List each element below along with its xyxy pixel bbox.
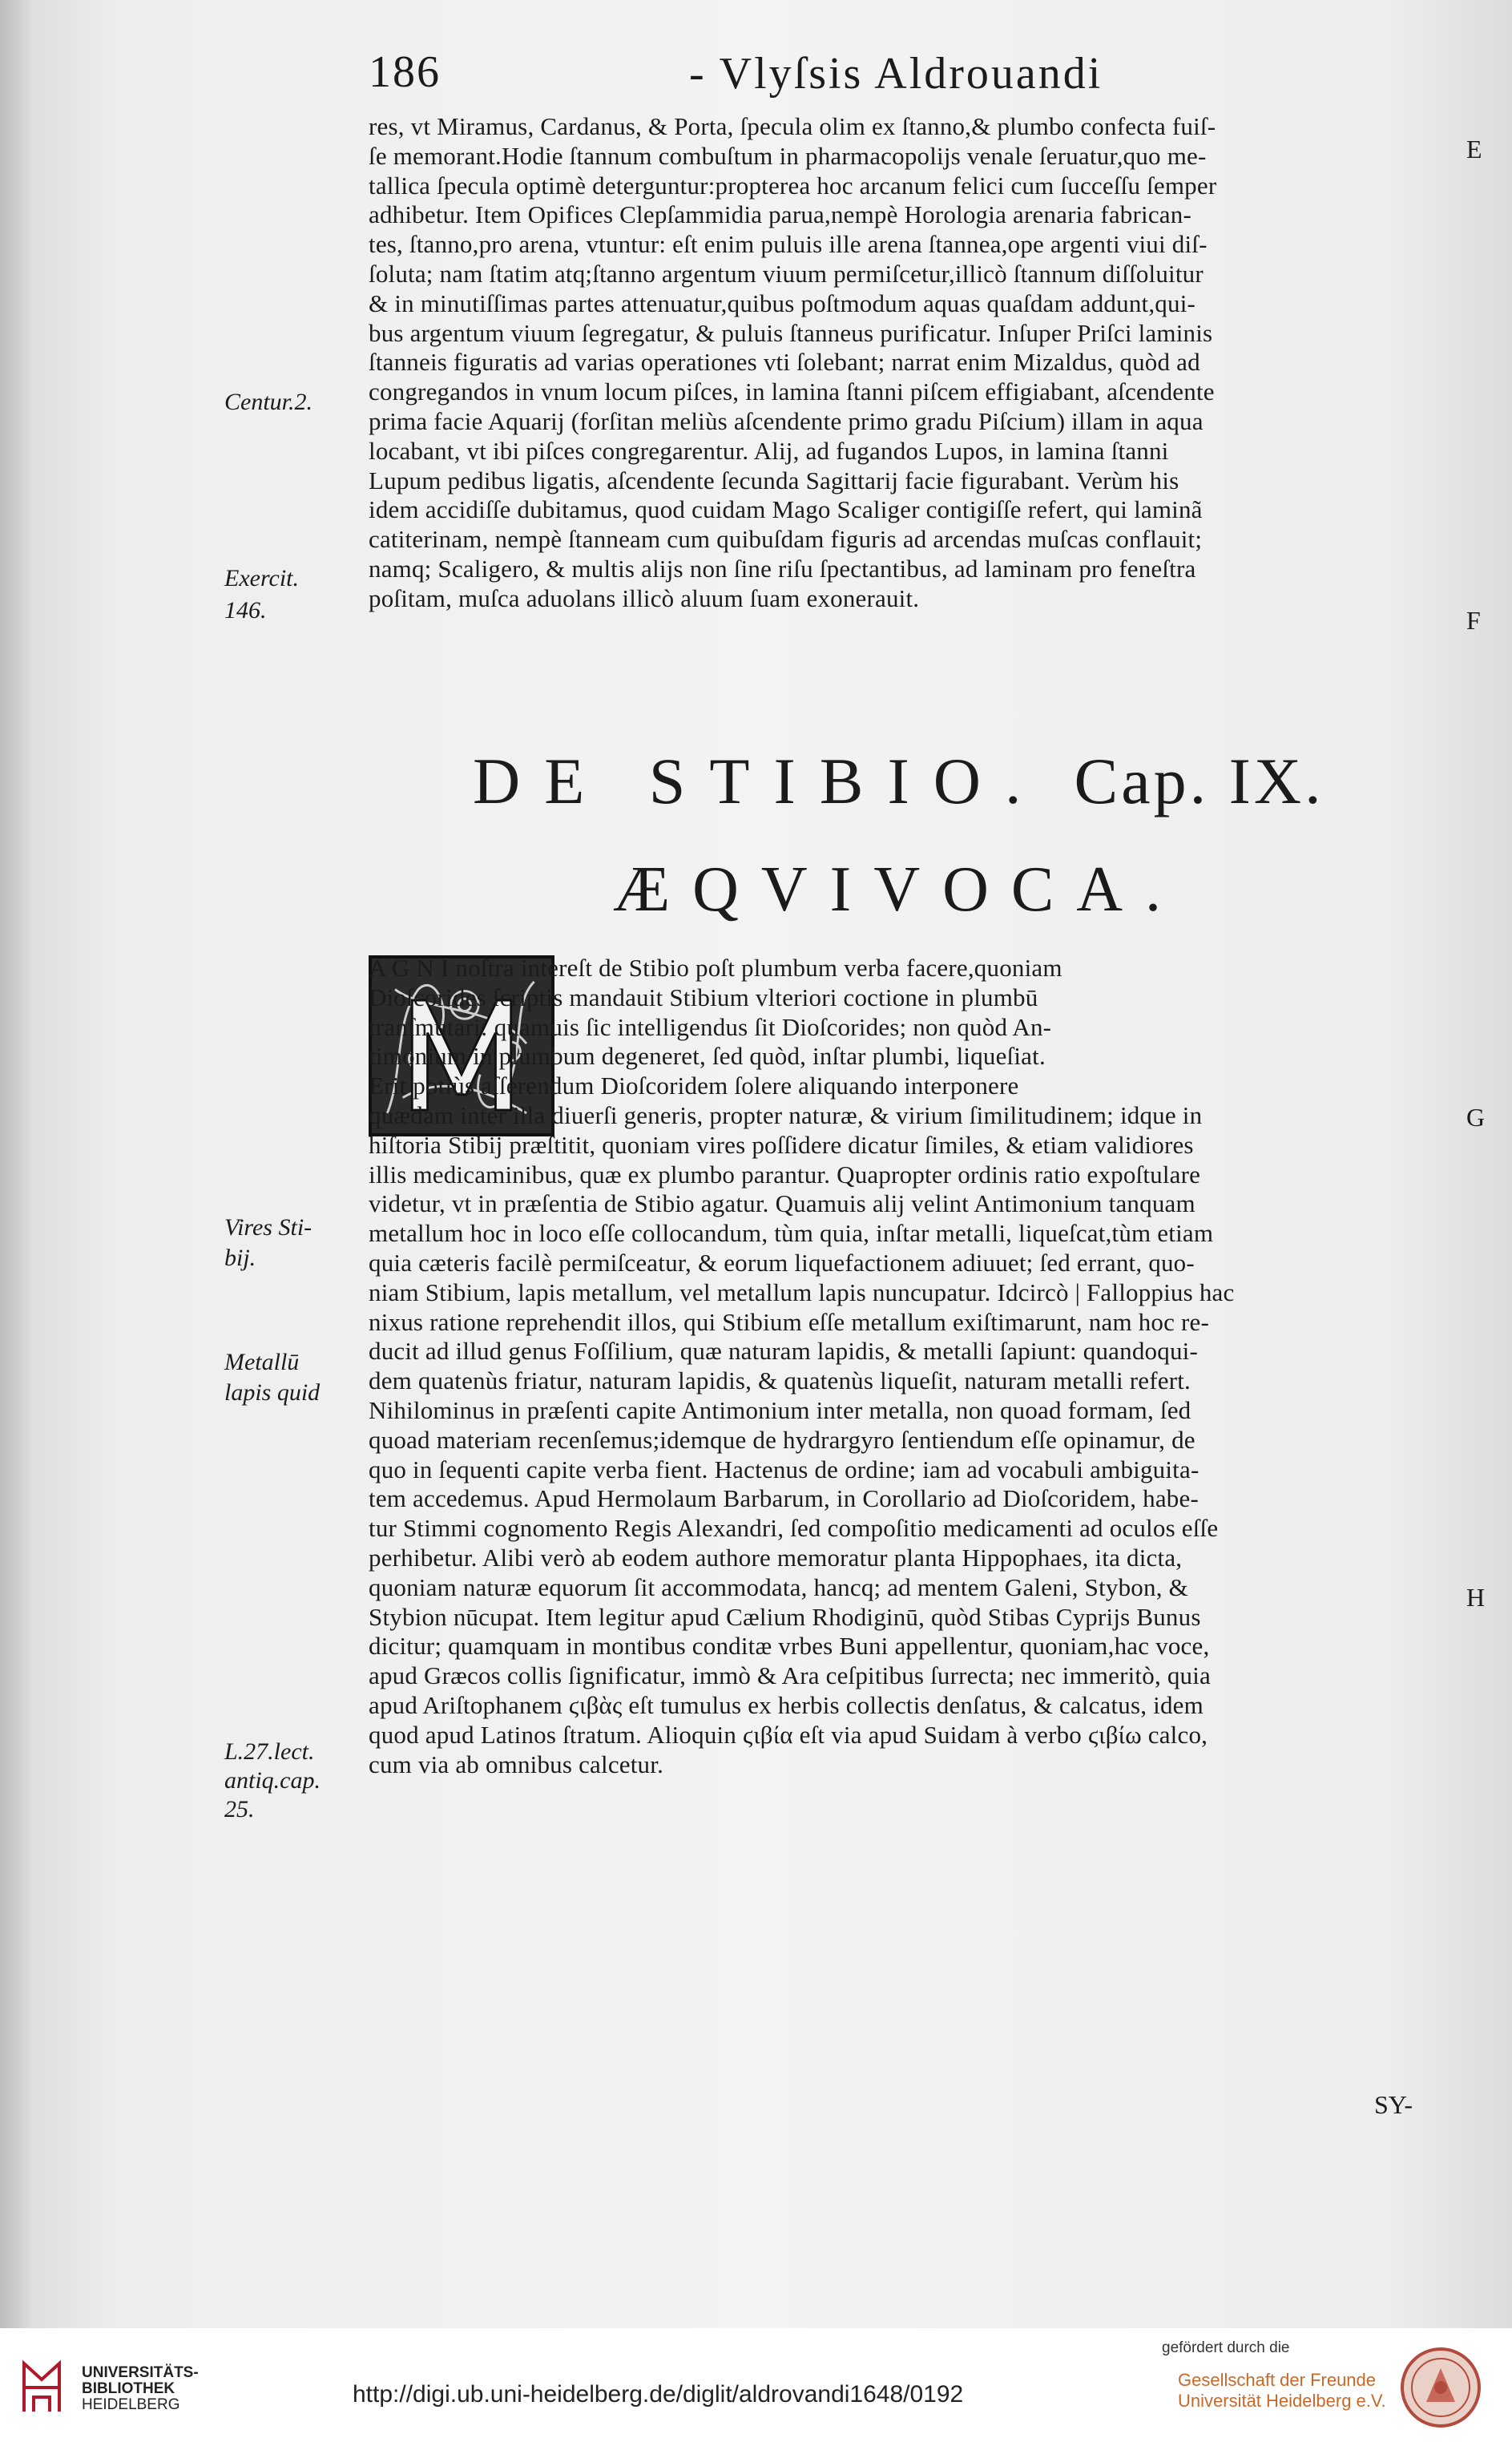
text-line: tur Stimmi cognomento Regis Alexandri, ſed compoſitio medicamenti ad oculos eſſe [369, 1514, 1219, 1543]
text-line: ſoluta; nam ſtatim atq;ſtanno argentum viuum permiſcetur,illicò ſtannum diſſoluitur [369, 259, 1204, 288]
text-line: A G N I noſtra intereſt de Stibio poſt plumbum verba facere,quoniam [369, 954, 1062, 982]
text-line: quod apud Latinos ſtratum. Alioquin ϛιβία eſt via apud Suidam à verbo ϛιβίω calco, [369, 1720, 1208, 1749]
text-line: catiterinam, nempè ſtanneam cum quibuſdam figuris ad arcendas muſcas conflauit; [369, 525, 1203, 554]
library-name-line3: HEIDELBERG [82, 2396, 180, 2413]
text-line: Nihilominus in præſenti capite Antimonium inter metalla, non quoad formam, ſed [369, 1395, 1191, 1424]
text-line: namq; Scaligero, & multis alijs non ſine riſu ſpectantibus, ad laminam pro feneſtra [369, 554, 1196, 583]
text-line: Stybion nūcupat. Item legitur apud Cælium Rhodiginū, quòd Stibas Cyprijs Bunus [369, 1602, 1201, 1631]
text-line: quoniam naturæ equorum ſit accommodata, hancq; ad mentem Galeni, Stybon, & [369, 1572, 1188, 1601]
text-line: Lupum pedibus ligatis, aſcendente ſecunda Sagittarij facie figurabant. Verùm his [369, 466, 1179, 494]
sponsor-name-line2: Universität Heidelberg e.V. [1178, 2391, 1386, 2411]
university-library-logo-icon[interactable] [18, 2355, 67, 2416]
text-line: ſe memorant.Hodie ſtannum combuſtum in pharmacopolijs venale ſeruatur,quo me- [369, 141, 1207, 170]
margin-note: Metallū [224, 1349, 300, 1375]
text-line: adhibetur. Item Opifices Clepſammidia parua,nempè Horologia arenaria fabrican- [369, 200, 1191, 229]
margin-note: 146. [224, 597, 267, 624]
text-line: congregandos in vnum locum piſces, in lamina ſtanni piſcem effigiabant, aſcendente [369, 377, 1215, 406]
chapter-number: Cap. IX. [1074, 745, 1325, 817]
text-line: tallica ſpecula optimè deterguntur:propterea hoc arcanum felici cum ſucceſſu ſemper [369, 171, 1217, 200]
sponsor-caption: gefördert durch die [1162, 2339, 1290, 2356]
library-name-line2: BIBLIOTHEK [82, 2380, 175, 2397]
text-line: metallum hoc in loco eſſe collocandum, tùm quia, inſtar metalli, liqueſcat,tùm etiam [369, 1219, 1214, 1248]
text-line: ducit ad illud genus Foſſilium, quæ naturam lapidis, & metalli ſapiunt: quandoqui- [369, 1337, 1198, 1366]
section-letter: E [1466, 135, 1482, 163]
text-line: tem accedemus. Apud Hermolaum Barbarum, in Corollario ad Dioſcoridem, habe- [369, 1484, 1199, 1513]
library-name-line1: UNIVERSITÄTS- [82, 2364, 199, 2381]
margin-note: bij. [224, 1245, 256, 1271]
text-line: prima facie Aquarij (forſitan meliùs aſcendente primo gradu Piſcium) illam in aqua [369, 406, 1204, 435]
margin-note: antiq.cap. [224, 1767, 321, 1794]
text-line: apud Ariſtophanem ϛιβὰς eſt tumulus ex herbis collectis denſatus, & calcatus, idem [369, 1690, 1204, 1719]
margin-note: Vires Sti- [224, 1214, 312, 1241]
text-line: apud Græcos collis ſignificatur, immò & Ara ceſpitibus ſurrecta; nec immeritò, quia [369, 1661, 1212, 1690]
text-line: cum via ab omnibus calcetur. [369, 1750, 664, 1778]
section-letter: G [1466, 1103, 1486, 1132]
margin-note: 25. [224, 1796, 255, 1822]
text-line: dicitur; quamquam in montibus conditæ vrbes Buni appellentur, quoniam,hac voce, [369, 1632, 1210, 1661]
section-heading: ÆQVIVOCA. [613, 854, 1183, 925]
text-line: hiſtoria Stibij præſtitit, quoniam vires poſſidere dicatur ſimiles, & etiam validiores [369, 1130, 1194, 1159]
text-line: dem quatenùs friatur, naturam lapidis, & quatenùs liqueſit, naturam metalli refert. [369, 1366, 1191, 1395]
text-line: tes, ſtanno,pro arena, vtuntur: eſt enim puluis ille arena ſtannea,ope argenti viui diſ- [369, 230, 1208, 259]
margin-note: lapis quid [224, 1379, 321, 1406]
text-line: videtur, vt in præſentia de Stibio agatur. Quamuis alij velint Antimonium tanquam [369, 1189, 1195, 1218]
gutter-shadow [0, 0, 32, 2328]
section-letter: F [1466, 606, 1481, 635]
text-line: Dioſcorides ſcriptis mandauit Stibium vlteriori coctione in plumbū [369, 983, 1038, 1011]
library-name[interactable] [82, 2365, 199, 2413]
text-line: Erit potiùs aſſerendum Dioſcoridem ſolere aliquando interponere [369, 1072, 1019, 1100]
sponsor-name-line1: Gesellschaft der Freunde [1178, 2370, 1377, 2390]
text-block-stibium [369, 954, 1458, 1779]
section-letter: H [1466, 1583, 1486, 1612]
running-title: - Vlyſsis Aldrouandi [689, 49, 1103, 99]
text-line: bus argentum viuum ſegregatur, & puluis ſtanneus purificatur. Inſuper Priſci laminis [369, 318, 1213, 347]
running-head [353, 46, 1170, 111]
page-number: 186 [369, 47, 441, 97]
margin-note: Exercit. [224, 565, 300, 591]
text-line: locabant, vt ibi piſces congregarentur. Alij, ad fugandos Lupos, in lamina ſtanni [369, 436, 1169, 465]
catchword: SY- [1374, 2090, 1413, 2119]
text-line: & in minutiſſimas partes attenuatur,quibus poſtmodum aquas quaſdam addunt,qui- [369, 289, 1196, 317]
text-line: quo in ſequenti capite verba fient. Hactenus de ordine; iam ad vocabuli ambiguita- [369, 1455, 1200, 1483]
permalink-url[interactable]: http://digi.ub.uni-heidelberg.de/diglit/aldrovandi1648/0192 [353, 2381, 964, 2408]
sponsor-link[interactable] [1178, 2370, 1386, 2412]
text-line: quædam inter illa diuerſi generis, propter naturæ, & virium ſimilitudinem; idque in [369, 1100, 1203, 1129]
chapter-title: DE STIBIO. [473, 745, 1046, 817]
margin-note: Centur.2. [224, 389, 313, 415]
text-line: illis medicaminibus, quæ ex plumbo parantur. Quapropter ordinis ratio expoſtulare [369, 1160, 1201, 1189]
viewer-footer [0, 2328, 1512, 2442]
text-line: poſitam, muſca aduolans illicò aluum ſuam exonerauit. [369, 583, 920, 612]
margin-note: L.27.lect. [224, 1738, 315, 1765]
text-line: niam Stibium, lapis metallum, vel metallum lapis nuncupatur. Idcircò | Falloppius hac [369, 1278, 1235, 1306]
text-line: quia cæteris facilè permiſceatur, & eorum liquefactionem adiuuet; ſed errant, quo- [369, 1248, 1195, 1277]
chapter-heading [473, 744, 1434, 819]
text-line: idem accidiſſe dubitamus, quod cuidam Mago Scaliger contigiſſe refert, qui laminã [369, 495, 1203, 524]
university-seal-icon [1394, 2346, 1487, 2429]
text-line: quoad materiam recenſemus;idemque de hydrargyro ſentiendum eſſe opinamur, de [369, 1425, 1195, 1454]
text-line: tranſmutari: quamuis ſic intelligendus ſit Dioſcorides; non quòd An- [369, 1012, 1052, 1041]
text-line: res, vt Miramus, Cardanus, & Porta, ſpecula olim ex ſtanno,& plumbo confecta fuiſ- [369, 112, 1216, 140]
text-block-tin [369, 112, 1458, 614]
text-line: nixus ratione reprehendit illos, qui Stibium eſſe metallum exiſtimarunt, nam hoc re- [369, 1307, 1210, 1336]
text-line: ſtanneis figuratis ad varias operationes vti ſolebant; narrat enim Mizaldus, quòd ad [369, 348, 1200, 377]
text-line: perhibetur. Alibi verò ab eodem authore memoratur planta Hippophaes, ita dicta, [369, 1543, 1183, 1572]
text-line: timonium in plumbum degeneret, ſed quòd, inſtar plumbi, liqueſiat. [369, 1042, 1046, 1071]
